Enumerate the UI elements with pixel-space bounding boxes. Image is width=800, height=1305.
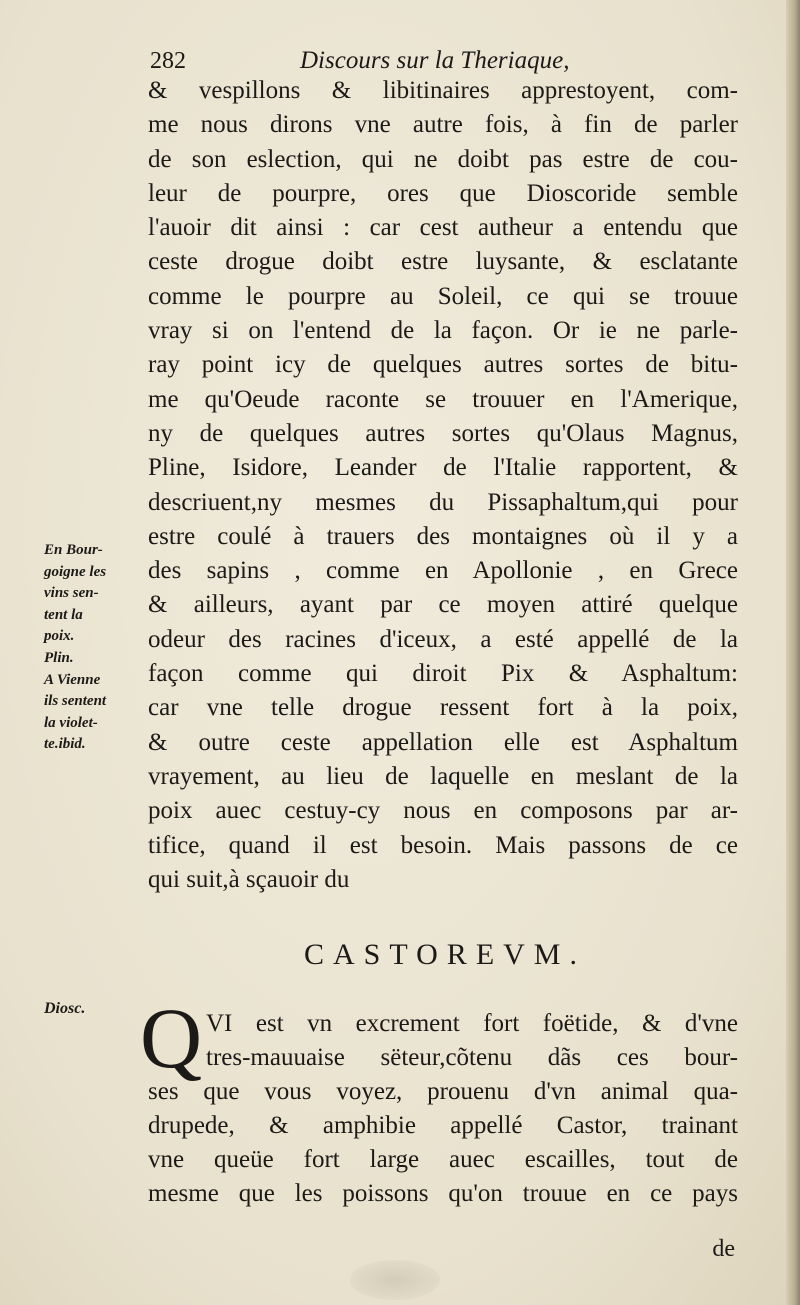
text-line: vray si on l'entend de la façon. Or ie ne parle-: [148, 317, 738, 345]
catchword: de: [712, 1236, 735, 1262]
text-line: qui suit,à sçauoir du: [148, 865, 350, 893]
margin-note-line: ils sentent: [44, 693, 107, 710]
text-line: des sapins , comme en Apollonie , en Grece: [148, 557, 738, 585]
text-line: & ailleurs, ayant par ce moyen attiré quelque: [148, 591, 738, 619]
margin-note-line: A Vienne: [44, 671, 101, 688]
text-line: vrayement, au lieu de laquelle en meslant de la: [148, 762, 738, 790]
text-line: me qu'Oeude raconte se trouuer en l'Amerique,: [148, 385, 738, 413]
text-line: comme le pourpre au Soleil, ce qui se trouue: [148, 282, 738, 310]
text-line: tres-mauuaise sëteur,cõtenu dãs ces bour-: [206, 1044, 738, 1071]
text-line: Pline, Isidore, Leander de l'Italie rapportent, &: [148, 454, 738, 482]
margin-note-line: vins sen-: [44, 585, 99, 602]
margin-note-line: tent la: [44, 606, 83, 623]
section-body: [148, 1007, 738, 1211]
text-line: de son eslection, qui ne doibt pas estre de cou-: [148, 145, 738, 173]
text-line: drupede, & amphibie appellé Castor, trainant: [148, 1112, 738, 1139]
text-line: ses que vous voyez, prouenu d'vn animal qua-: [148, 1078, 738, 1105]
margin-note-line: Plin.: [44, 649, 74, 666]
text-line: me nous dirons vne autre fois, à fin de parler: [148, 111, 738, 139]
text-line: l'auoir dit ainsi : car cest autheur a entendu que: [148, 214, 738, 242]
text-line: & outre ceste appellation elle est Asphaltum: [148, 728, 738, 756]
text-line: poix auec cestuy-cy nous en composons par ar-: [148, 797, 738, 825]
page-header: [150, 44, 740, 78]
ink-smudge: [350, 1260, 440, 1300]
text-line: & vespillons & libitinaires apprestoyent, com-: [148, 77, 738, 104]
text-line: ray point icy de quelques autres sortes de bitu-: [148, 351, 738, 379]
page-number: 282: [150, 48, 186, 74]
margin-notes: [44, 540, 144, 756]
text-line: ny de quelques autres sortes qu'Olaus Magnus,: [148, 419, 738, 447]
text-line: estre coulé à trauers des montaignes où il y a: [148, 522, 738, 550]
text-line: vne queüe fort large auec escailles, tout de: [148, 1146, 738, 1173]
text-line: ceste drogue doibt estre luysante, & esclatante: [148, 248, 738, 276]
text-line: odeur des racines d'iceux, a esté appellé de la: [148, 625, 738, 653]
text-line: mesme que les poissons qu'on trouue en ce pays: [148, 1180, 738, 1207]
margin-note-line: goigne les: [44, 563, 107, 580]
text-line: leur de pourpre, ores que Dioscoride semble: [148, 179, 738, 207]
page-edge: [786, 0, 800, 1305]
margin-note-diosc: Diosc.: [44, 1000, 86, 1017]
margin-note-line: te.ibid.: [44, 736, 86, 753]
margin-note-line: poix.: [44, 628, 75, 645]
running-title: Discours sur la Theriaque,: [300, 47, 570, 74]
margin-note-line: la violet-: [44, 714, 98, 731]
text-line: façon comme qui diroit Pix & Asphaltum:: [148, 660, 738, 688]
section-heading: CASTOREVM.: [304, 938, 586, 971]
text-line: descriuent,ny mesmes du Pissaphaltum,qui pour: [148, 488, 738, 516]
body-text: [148, 74, 738, 897]
margin-note-line: En Bour-: [44, 542, 103, 558]
drop-capital: Q: [140, 990, 203, 1086]
text-line: tifice, quand il est besoin. Mais passons de ce: [148, 831, 738, 859]
text-line: car vne telle drogue ressent fort à la poix,: [148, 694, 738, 722]
text-line: VI est vn excrement fort foëtide, & d'vne: [206, 1010, 738, 1037]
